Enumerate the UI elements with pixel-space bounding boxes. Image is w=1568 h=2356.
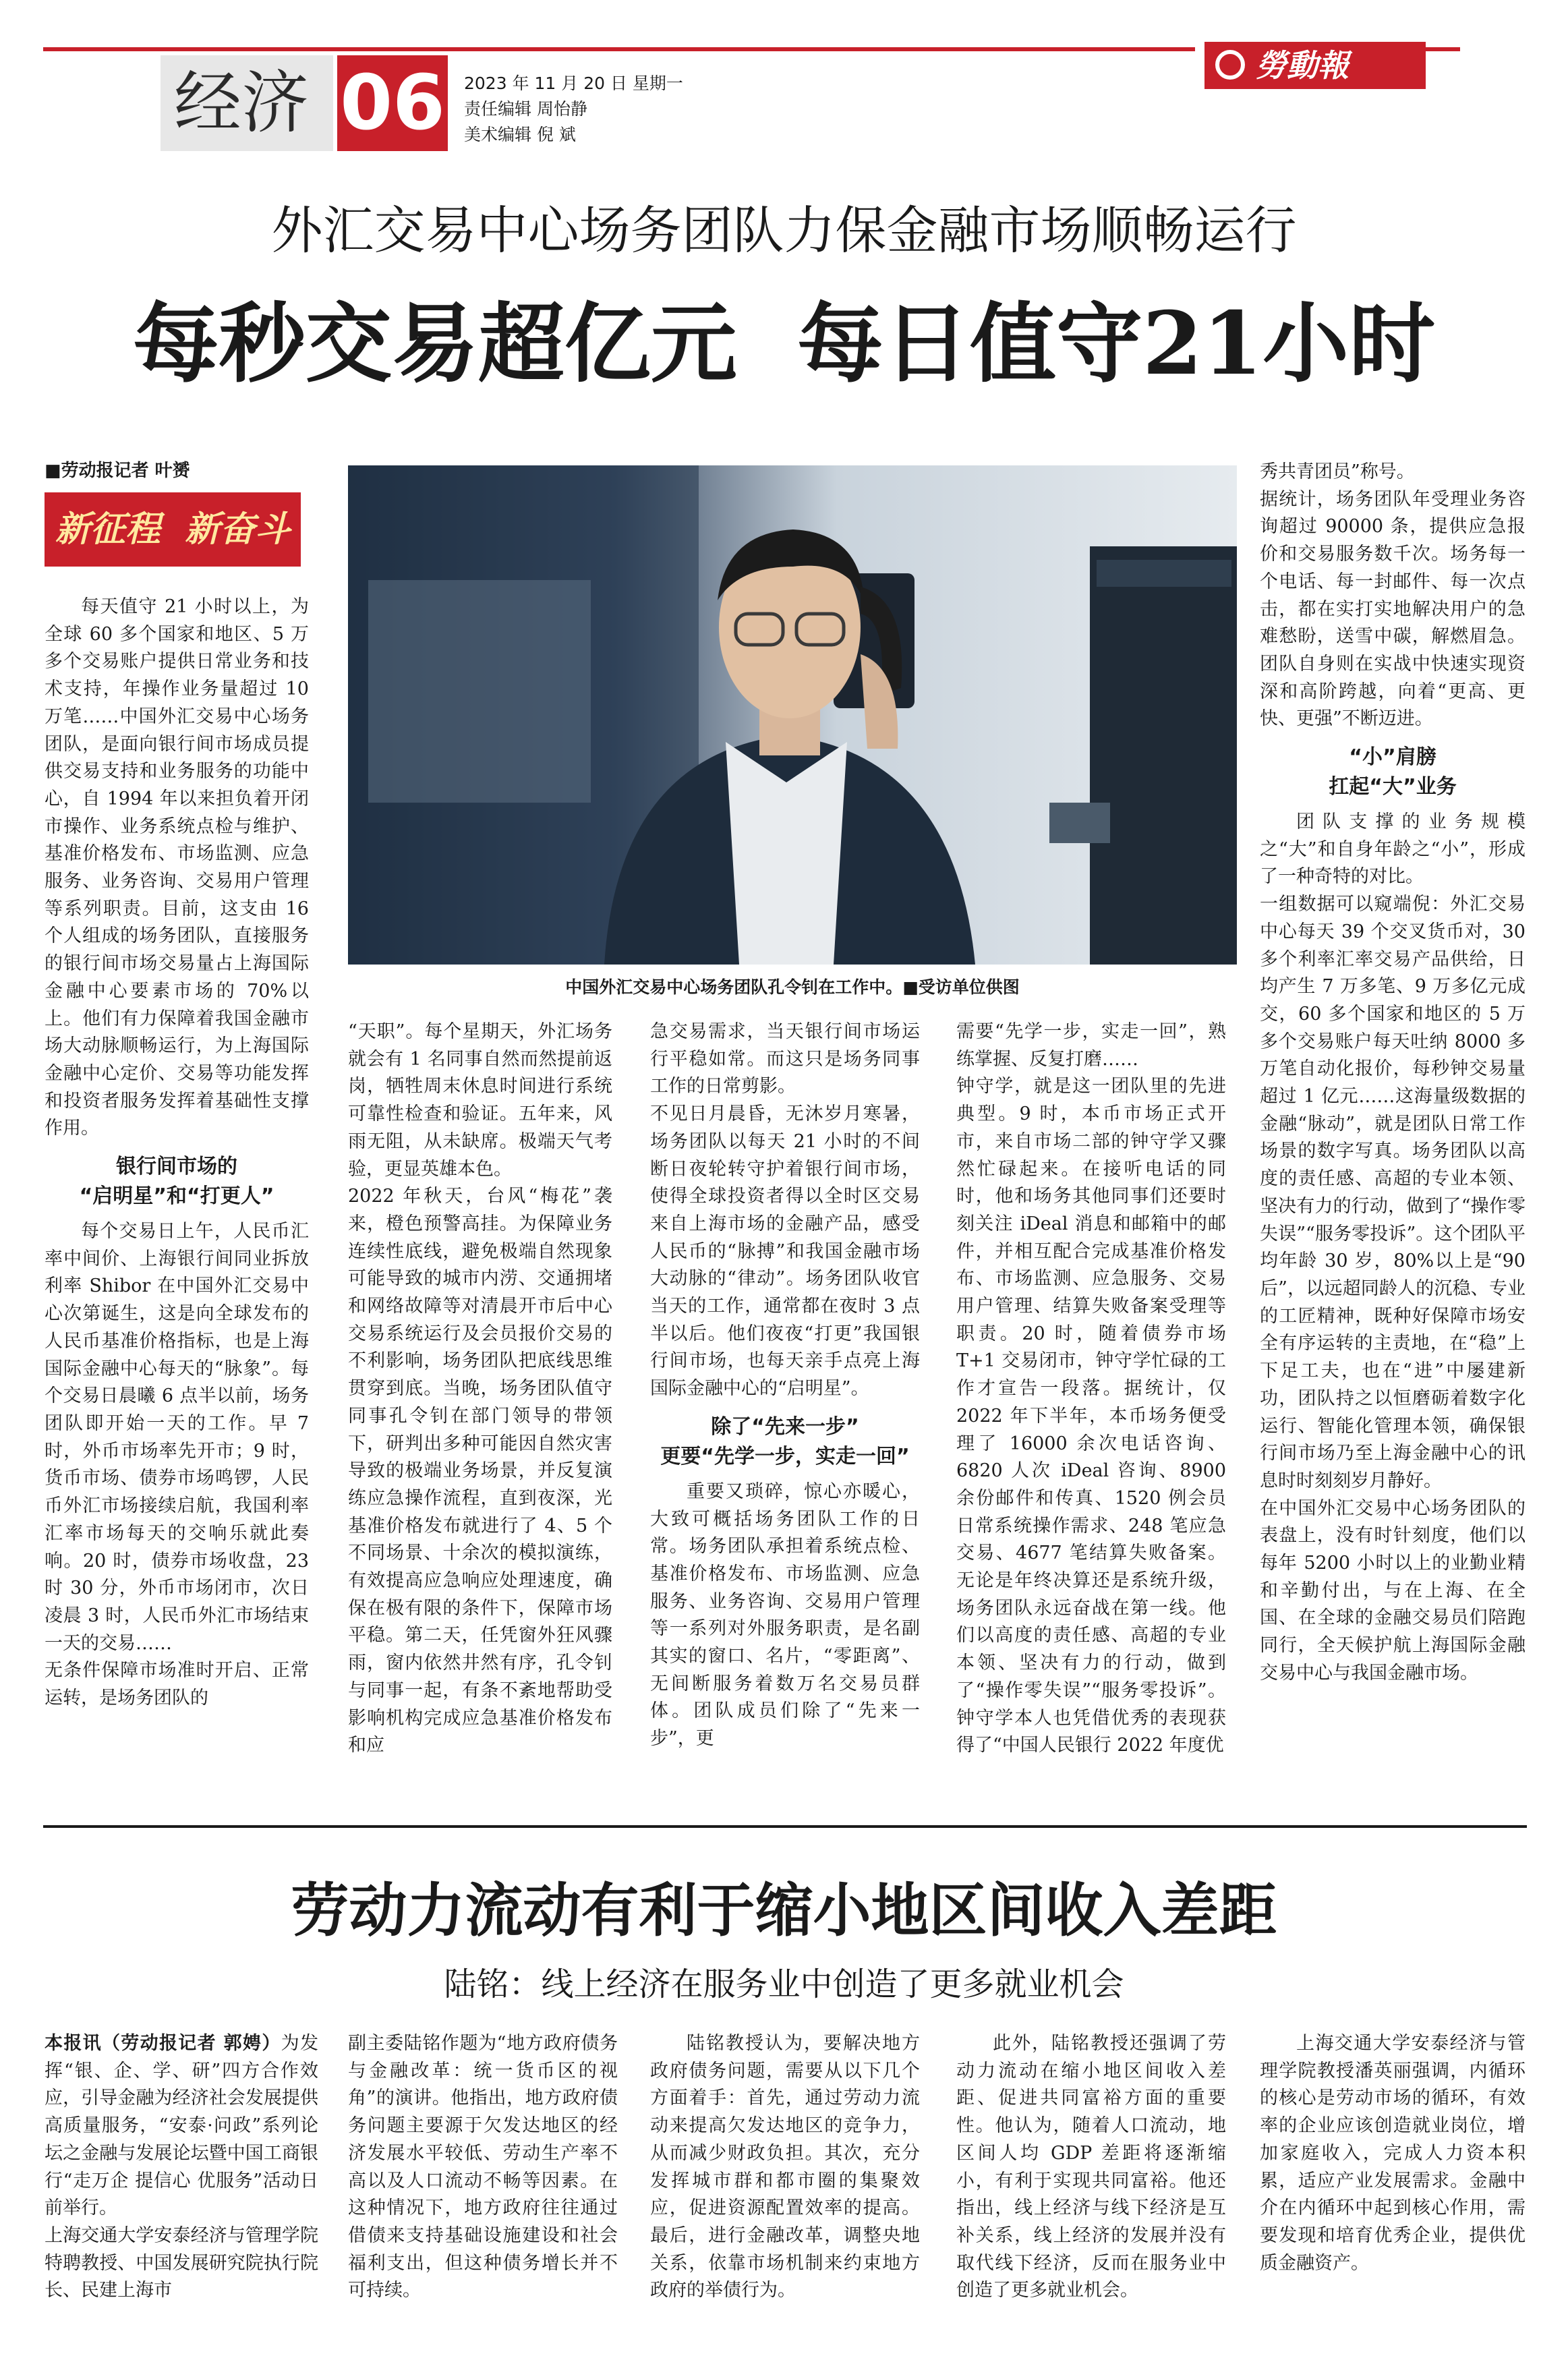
story2-headline: 劳动力流动有利于缩小地区间收入差距 (291, 1876, 1277, 1945)
story1-col1b-text: 每个交易日上午，人民币汇率中间价、上海银行间同业拆放利率 Shibor 在中国外汇交易中心次第诞生，这是向全球发布的人民币基准价格指标，也是上海国际金融中心每天的“脉象”。每个交易日晨曦 6 点半以前，场务团队即开始一天的工作。早 7 时，外币市场率先开市；9 时，货币市场、债券市场鸣锣，人民币外汇市场接续启航，我国利率汇率市场每天的交响乐就此奏响。20 时，债券市场收盘，23 时 30 分，外币市场闭市，次日凌晨 3 时，人民币外汇市场结束一天的交易…… 无条件保障市场准时开启、正常运转，是场务团队的 (45, 1221, 309, 1709)
logo-mark-icon (1215, 50, 1245, 80)
story-divider (43, 1825, 1527, 1828)
story2-byline: （劳动报记者 郭娉） (101, 2033, 281, 2054)
story2-dateline: 本报讯 (45, 2033, 102, 2054)
newspaper-logo (1204, 42, 1426, 89)
story1-headline: 每秒交易超亿元 每日值守21小时 (132, 293, 1436, 395)
story2-col2-text: 副主委陆铭作题为“地方政府债务与金融改革：统一货币区的视角”的演讲。他指出，地方政府债务问题主要源于欠发达地区的经济发展水平较低、劳动生产率不高以及人口流动不畅等因素。在这种情况下，地方政府往往通过借债来支持基础设施建设和社会福利支出，但这种债务增长并不可持续。 (348, 2033, 618, 2301)
column-tag: 新征程 新奋斗 (55, 509, 291, 550)
story1-subhead-3: “小”肩膀 扛起“大”业务 (1329, 745, 1457, 799)
story1-column-2 (348, 1018, 612, 1794)
story1-col5-text: 秀共青团员”称号。 据统计，场务团队年受理业务咨询超过 90000 条，提供应急报价和交易服务数千次。场务每一个电话、每一封邮件、每一次点击，都在实打实地解决用户的急难愁盼，送雪中碳，解燃眉急。团队自身则在实战中快速实现资深和高阶跨越，向着“更高、更快、更强”不断迈进。 (1260, 461, 1526, 730)
story2-col3-text: 陆铭教授认为，要解决地方政府债务问题，需要从以下几个方面着手：首先，通过劳动力流动来提高欠发达地区的竞争力，从而减少财政负担。其次，充分发挥城市群和都市圈的集聚效应，促进资源配置效率的提高。最后，进行金融改革，调整央地关系，依靠市场机制来约束地方政府的举债行为。 (650, 2033, 920, 2301)
story1-col2-text: “天职”。每个星期天，外汇场务就会有 1 名同事自然而然提前返岗，牺牲周末休息时间进行系统可靠性检查和验证。五年来，风雨无阻，从未缺席。极端天气考验，更显英雄本色。 2022 年秋天，台风“梅花”袭来，橙色预警高挂。为保障业务连续性底线，避免极端自然现象可能导致的城市内涝、交通拥堵和网络故障等对清晨开市后中心交易系统运行及会员报价交易的不利影响，场务团队把底线思维贯穿到底。当晚，场务团队值守同事孔令钊在部门领导的带领下，研判出多种可能因自然灾害导致的极端业务场景，并反复演练应急操作流程，直到夜深，光基准价格发布就进行了 4、5 个不同场景、十余次的模拟演练，有效提高应急响应处理速度，确保在极有限的条件下，保障市场平稳。第二天，任凭窗外狂风骤雨，窗内依然井然有序，孔令钊与同事一起，有条不紊地帮助受影响机构完成应急基准价格发布和应 (348, 1021, 612, 1756)
page-number: 06 (340, 59, 445, 147)
story1-column-5 (1260, 459, 1526, 1794)
story1-column-1 (45, 594, 309, 1754)
story1-col5b-text: 团队支撑的业务规模之“大”和自身年龄之“小”，形成了一种奇特的对比。 一组数据可以窥端倪：外汇交易中心每天 39 个交叉货币对，30 多个利率汇率交易产品供给，日均产生 7 万多笔、9 万多亿元成交，60 多个国家和地区的 5 万多个交易账户每天吐纳 8000 多万笔自动化报价，每秒钟交易量超过 1 亿元……这海量级数据的金融“脉动”，就是团队日常工作场景的数字写真。场务团队以高度的责任感、高超的专业本领、坚决有力的行动，做到了“操作零失误”“服务零投诉”。这个团队平均年龄 30 岁，80%以上是“90 后”，以远超同龄人的沉稳、专业的工匠精神，既种好保障市场安全有序运转的主责地，在“稳”上下足工夫，也在“进”中屡建新功，团队持之以恒磨砺着数字化运行、智能化管理本领，确保银行间市场乃至上海金融中心的讯息时时刻刻岁月静好。 在中国外汇交易中心场务团队的表盘上，没有时针刻度，他们以每年 5200 小时以上的业勤业精和辛勤付出，与在上海、在全国、在全球的金融交易员们陪跑同行，全天候护航上海国际金融交易中心与我国金融市场。 (1260, 811, 1526, 1684)
story1-col3-text: 急交易需求，当天银行间市场运行平稳如常。而这只是场务同事工作的日常剪影。 不见日月晨昏，无沐岁月寒暑，场务团队以每天 21 小时的不间断日夜轮转守护着银行间市场，使得全球投资者得以全时区交易来自上海市场的金融产品，感受人民币的“脉搏”和我国金融市场大动脉的“律动”。场务团队收官当天的工作，通常都在夜时 3 点半以后。他们夜夜“打更”我国银行间市场，也每天亲手点亮上海国际金融中心的“启明星”。 (650, 1021, 920, 1400)
story2-column-2 (348, 2030, 618, 2327)
issue-date: 2023 年 11 月 20 日 星期一 (464, 74, 683, 93)
photo-illustration (348, 465, 1237, 965)
story1-column-3 (650, 1018, 920, 1794)
story2-column-5 (1260, 2030, 1526, 2327)
story2-column-1 (45, 2030, 318, 2327)
story1-col3b-text: 重要又琐碎，惊心亦暖心，大致可概括场务团队工作的日常。场务团队承担着系统点检、基准价格发布、市场监测、应急服务、业务咨询、交易用户管理等一系列对外服务职责，是名副其实的窗口、名片，“零距离”、无间断服务着数万名交易员群体。团队成员们除了“先来一步”，更 (650, 1481, 920, 1750)
story2-column-3 (650, 2030, 920, 2327)
story2-col1-text: 为发挥“银、企、学、研”四方合作效应，引导金融为经济社会发展提供高质量服务，“安泰·问政”系列论坛之金融与发展论坛暨中国工商银行“走万企 提信心 优服务”活动日前举行。 上海交通大学安泰经济与管理学院特聘教授、中国发展研究院执行院长、民建上海市 (45, 2033, 318, 2301)
story2-col5-text: 上海交通大学安泰经济与管理学院教授潘英丽强调，内循环的核心是劳动市场的循环，有效率的企业应该创造就业岗位，增加家庭收入，完成人力资本积累，适应产业发展需求。金融中介在内循环中起到核心作用，需要发现和培育优秀企业，提供优质金融资产。 (1260, 2033, 1526, 2274)
story1-byline: ■劳动报记者 叶赟 (45, 461, 190, 481)
story1-subhead-1: 银行间市场的 “启明星”和“打更人” (79, 1155, 274, 1209)
story1-subhead-2: 除了“先来一步” 更要“先学一步，实走一回” (660, 1414, 910, 1468)
top-rule (43, 47, 1195, 51)
section-label: 经济 (174, 63, 309, 142)
art-editor: 美术编辑 倪 斌 (464, 125, 576, 144)
story1-col1-text: 每天值守 21 小时以上，为全球 60 多个国家和地区、5 万多个交易账户提供日常业务和技术支持，年操作业务量超过 10 万笔……中国外汇交易中心场务团队，是面向银行间市场成员提供交易支持和业务服务的功能中心，自 1994 年以来担负着开闭市操作、业务系统点检与维护、基准价格发布、市场监测、应急服务、业务咨询、交易用户管理等系列职责。目前，这支由 16 个人组成的场务团队，直接服务的银行间市场交易量占上海国际金融中心要素市场的 70%以上。他们有力保障着我国金融市场大动脉顺畅运行，为上海国际金融中心定价、交易等功能发挥和投资者服务发挥着基础性支撑作用。 (45, 596, 309, 1139)
logo-text: 勞動報 (1256, 47, 1349, 84)
story1-kicker: 外汇交易中心场务团队力保金融市场顺畅运行 (271, 200, 1297, 260)
responsible-editor: 责任编辑 周怡静 (464, 99, 587, 119)
story2-subhead: 陆铭：线上经济在服务业中创造了更多就业机会 (444, 1965, 1124, 2003)
story2-column-4 (956, 2030, 1226, 2327)
story1-col4-text: 需要“先学一步，实走一回”，熟练掌握、反复打磨…… 钟守学，就是这一团队里的先进典型。9 时，本币市场正式开市，来自市场二部的钟守学又骤然忙碌起来。在接听电话的同时，他和场务其他同事们还要时刻关注 iDeal 消息和邮箱中的邮件，并相互配合完成基准价格发布、市场监测、应急服务、交易用户管理、结算失败备案受理等职责。20 时，随着债券市场 T+1 交易闭市，钟守学忙碌的工作才宣告一段落。据统计，仅 2022 年下半年，本币场务便受理了 16000 余次电话咨询、6820 人次 iDeal 咨询、8900 余份邮件和传真、1520 例会员日常系统操作需求、248 笔应急交易、4677 笔结算失败备案。无论是年终决算还是系统升级，场务团队永远奋战在第一线。他们以高度的责任感、高超的专业本领、坚决有力的行动，做到了“操作零失误”“服务零投诉”。钟守学本人也凭借优秀的表现获得了“中国人民银行 2022 年度优 (956, 1021, 1226, 1756)
story1-column-4 (956, 1018, 1226, 1794)
photo-caption: 中国外汇交易中心场务团队孔令钊在工作中。■受访单位供图 (565, 977, 1020, 997)
story2-col4-text: 此外，陆铭教授还强调了劳动力流动在缩小地区间收入差距、促进共同富裕方面的重要性。他认为，随着人口流动，地区间人均 GDP 差距将逐渐缩小，有利于实现共同富裕。他还指出，线上经济与线下经济是互补关系，线上经济的发展并没有取代线下经济，反而在服务业中创造了更多就业机会。 (956, 2033, 1226, 2301)
story1-photo (348, 465, 1237, 965)
